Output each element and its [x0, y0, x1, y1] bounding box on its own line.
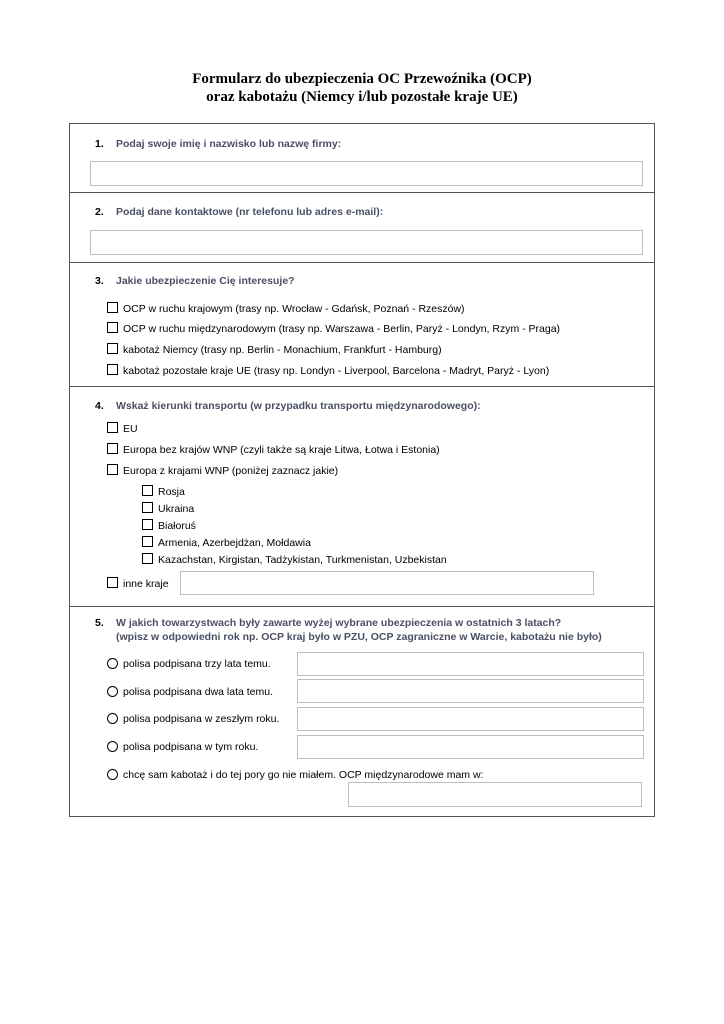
- option-label: Armenia, Azerbejdżan, Mołdawia: [158, 537, 311, 549]
- checkbox[interactable]: [142, 485, 153, 496]
- radio-button[interactable]: [107, 769, 118, 780]
- checkbox[interactable]: [107, 364, 118, 375]
- option-label: EU: [123, 423, 138, 435]
- name-input[interactable]: [90, 161, 643, 186]
- checkbox[interactable]: [107, 443, 118, 454]
- question-2-text: Podaj dane kontaktowe (nr telefonu lub adres e-mail):: [116, 206, 384, 218]
- other-countries-input[interactable]: [180, 571, 594, 595]
- checkbox[interactable]: [107, 464, 118, 475]
- question-3-text: Jakie ubezpieczenie Cię interesuje?: [116, 275, 295, 287]
- question-5-text-line-2: (wpisz w odpowiedni rok np. OCP kraj było w PZU, OCP zagraniczne w Warcie, kabotażu nie było): [116, 631, 602, 643]
- question-4-text: Wskaż kierunki transportu (w przypadku transportu międzynarodowego):: [116, 400, 481, 412]
- checkbox[interactable]: [142, 502, 153, 513]
- option-label: Rosja: [158, 486, 185, 498]
- option-label: polisa podpisana w tym roku.: [123, 741, 259, 753]
- option-label: Europa z krajami WNP (poniżej zaznacz jakie): [123, 465, 339, 477]
- question-1-text: Podaj swoje imię i nazwisko lub nazwę firmy:: [116, 138, 342, 150]
- option-label: OCP w ruchu krajowym (trasy np. Wrocław - Gdańsk, Poznań - Rzeszów): [123, 303, 465, 315]
- section-divider-2: [70, 262, 654, 263]
- question-2-number: 2.: [95, 206, 104, 218]
- checkbox[interactable]: [142, 553, 153, 564]
- checkbox[interactable]: [107, 577, 118, 588]
- option-label: inne kraje: [123, 578, 169, 590]
- radio-button[interactable]: [107, 741, 118, 752]
- option-label: chcę sam kabotaż i do tej pory go nie miałem. OCP międzynarodowe mam w:: [123, 769, 484, 781]
- question-4-number: 4.: [95, 400, 104, 412]
- radio-button[interactable]: [107, 686, 118, 697]
- checkbox[interactable]: [107, 322, 118, 333]
- form-title-line-1: Formularz do ubezpieczenia OC Przewoźnika (OCP): [192, 71, 532, 87]
- radio-button[interactable]: [107, 658, 118, 669]
- option-label: OCP w ruchu międzynarodowym (trasy np. Warszawa - Berlin, Paryż - Londyn, Rzym - Praga): [123, 323, 561, 335]
- policy-last-year-input[interactable]: [297, 707, 644, 731]
- question-5-number: 5.: [95, 617, 104, 629]
- policy-three-years-ago-input[interactable]: [297, 652, 644, 676]
- option-label: Ukraina: [158, 503, 195, 515]
- checkbox[interactable]: [107, 343, 118, 354]
- contact-input[interactable]: [90, 230, 643, 255]
- form-title-line-2: oraz kabotażu (Niemcy i/lub pozostałe kraje UE): [206, 89, 518, 105]
- question-3-number: 3.: [95, 275, 104, 287]
- section-divider-4: [70, 606, 654, 607]
- international-ocp-insurer-input[interactable]: [348, 782, 642, 807]
- option-label: Europa bez krajów WNP (czyli także są kraje Litwa, Łotwa i Estonia): [123, 444, 440, 456]
- option-label: kabotaż pozostałe kraje UE (trasy np. Londyn - Liverpool, Barcelona - Madryt, Paryż - Lyon): [123, 365, 550, 377]
- radio-button[interactable]: [107, 713, 118, 724]
- option-label: Kazachstan, Kirgistan, Tadżykistan, Turkmenistan, Uzbekistan: [158, 554, 447, 566]
- option-label: polisa podpisana trzy lata temu.: [123, 658, 271, 670]
- option-label: kabotaż Niemcy (trasy np. Berlin - Monachium, Frankfurt - Hamburg): [123, 344, 442, 356]
- policy-this-year-input[interactable]: [297, 735, 644, 759]
- form-title: [0, 70, 724, 106]
- policy-two-years-ago-input[interactable]: [297, 679, 644, 703]
- checkbox[interactable]: [107, 422, 118, 433]
- form-box: [69, 123, 655, 817]
- option-label: Białoruś: [158, 520, 196, 532]
- question-1-number: 1.: [95, 138, 104, 150]
- checkbox[interactable]: [107, 302, 118, 313]
- section-divider-1: [70, 192, 654, 193]
- option-label: polisa podpisana dwa lata temu.: [123, 686, 274, 698]
- checkbox[interactable]: [142, 536, 153, 547]
- option-label: polisa podpisana w zeszłym roku.: [123, 713, 280, 725]
- question-5-text-line-1: W jakich towarzystwach były zawarte wyżej wybrane ubezpieczenia w ostatnich 3 latach?: [116, 617, 562, 629]
- section-divider-3: [70, 386, 654, 387]
- checkbox[interactable]: [142, 519, 153, 530]
